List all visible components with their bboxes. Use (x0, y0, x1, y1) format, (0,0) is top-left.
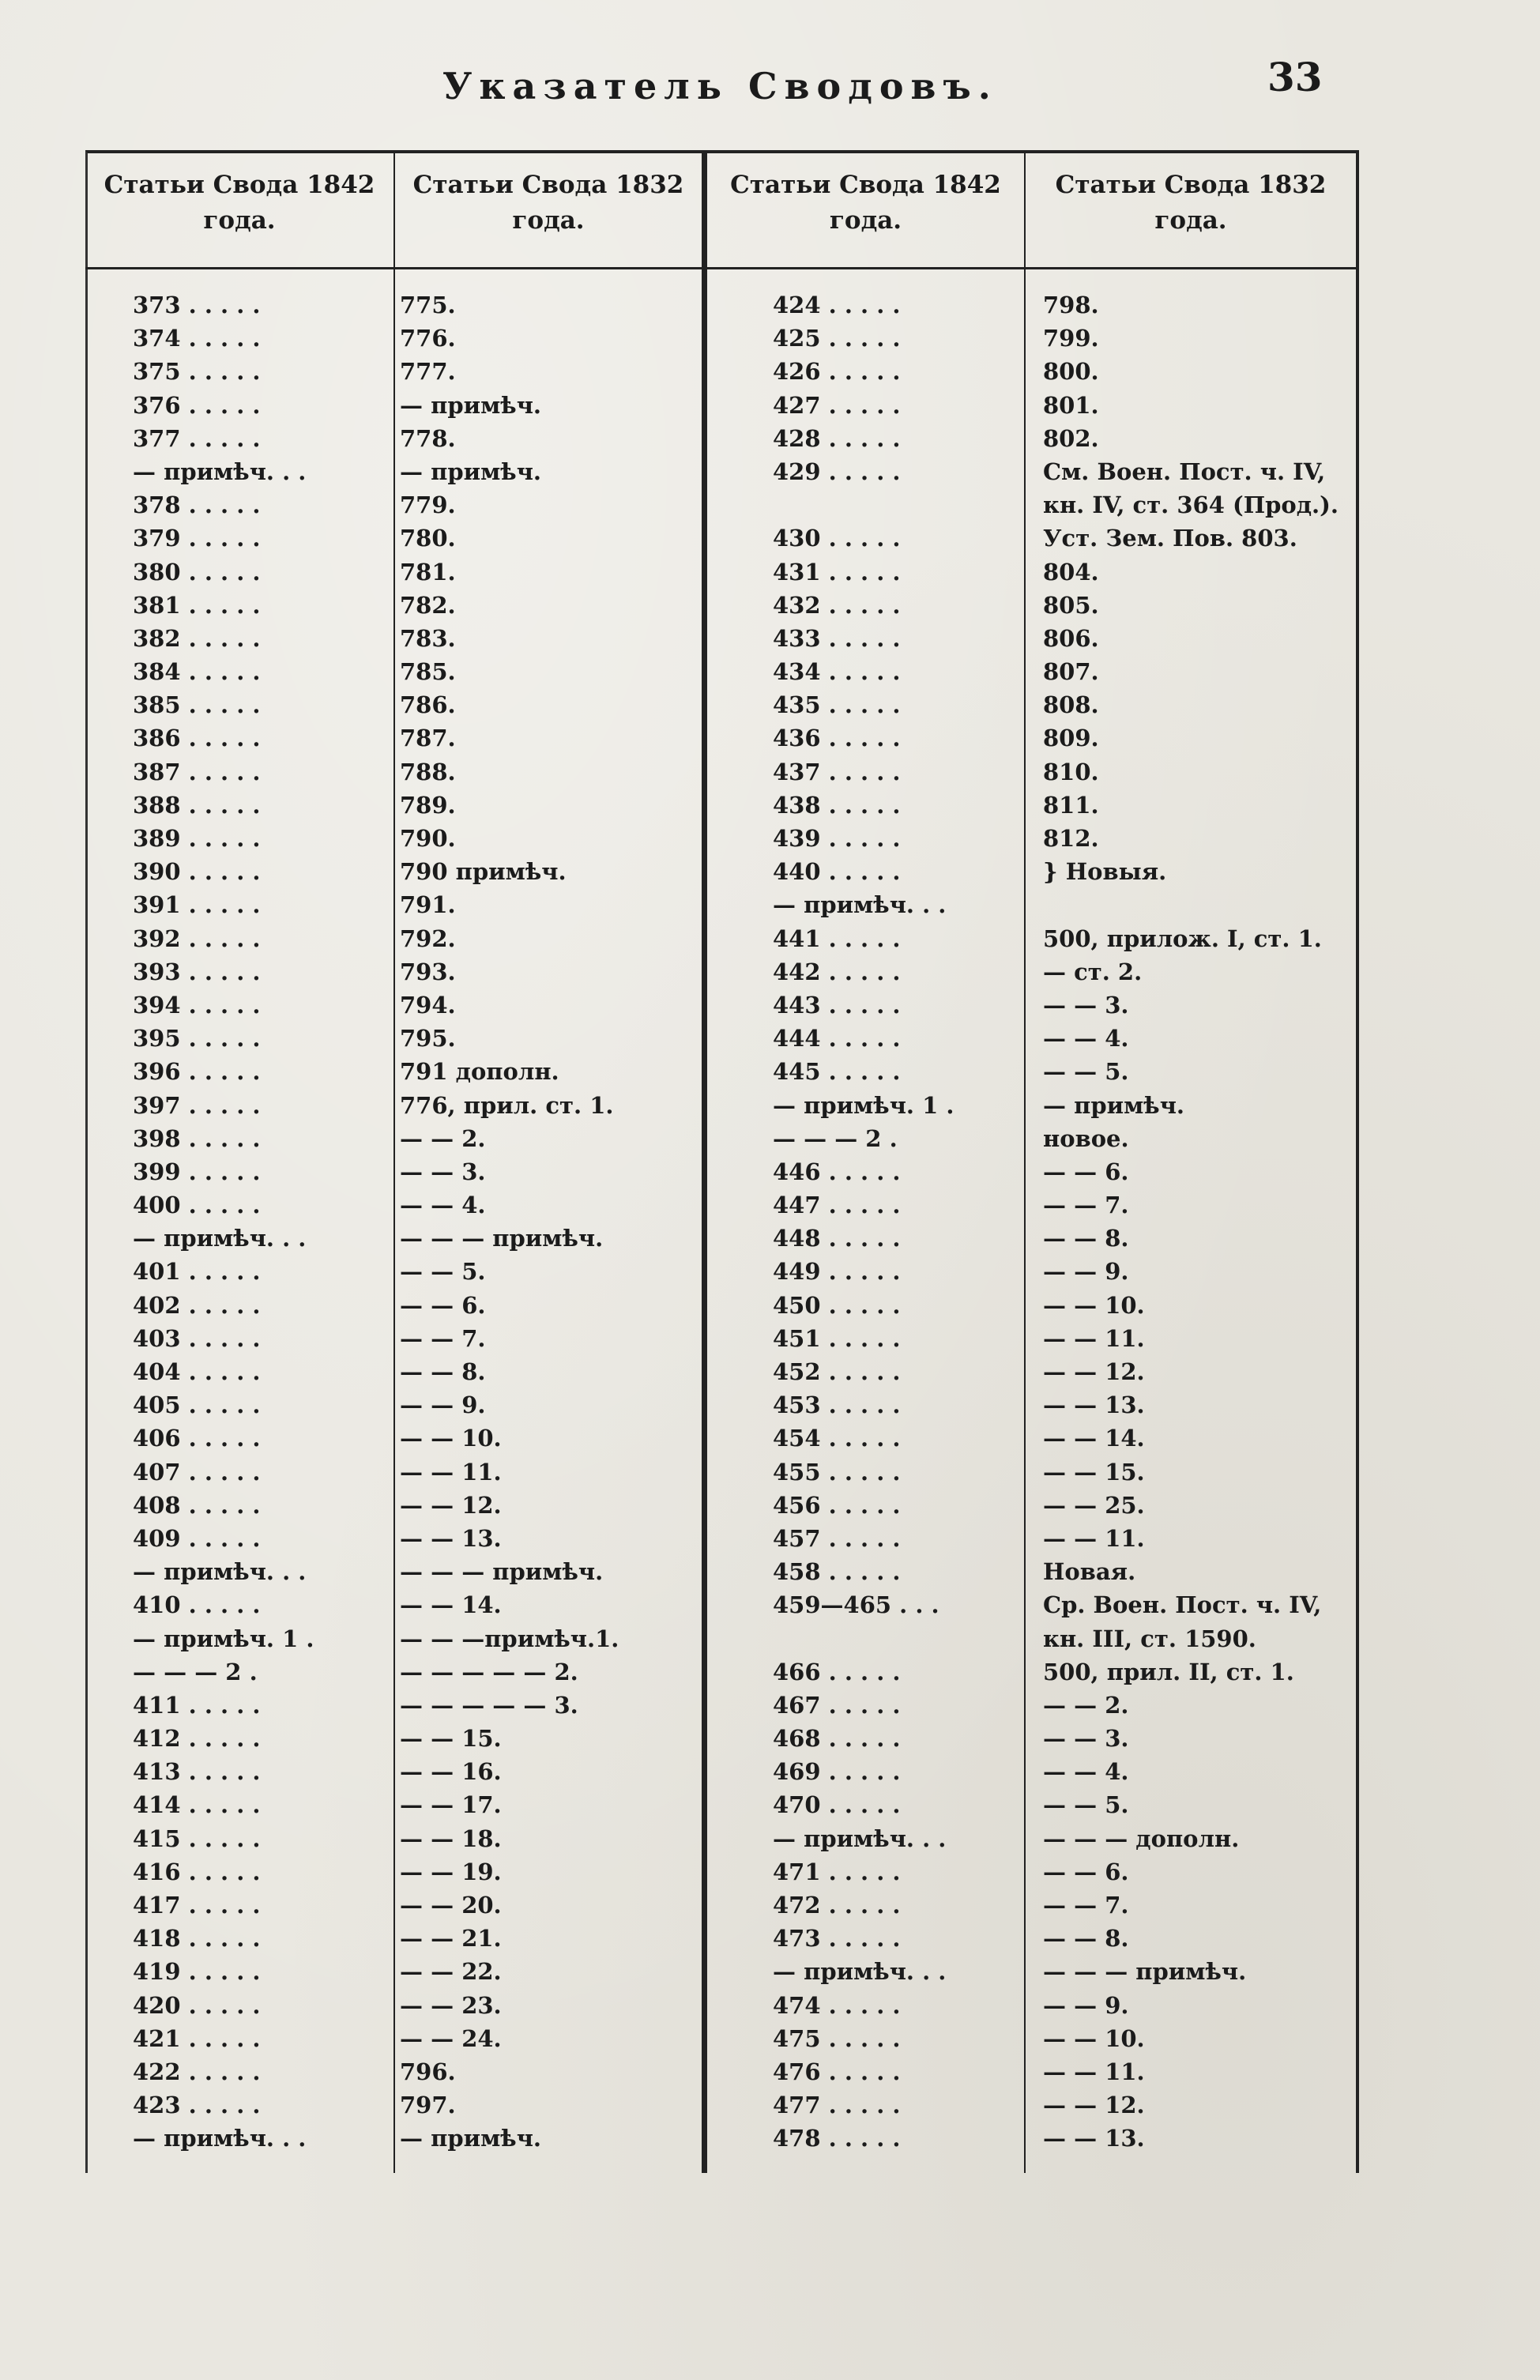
table-cell: — — 15. (1043, 1458, 1145, 1486)
table-cell: 459—465 . . . (773, 1591, 939, 1619)
table-cell: 386 . . . . . (133, 725, 261, 752)
table-cell: — — 20. (400, 1892, 502, 1919)
table-cell: 457 . . . . . (773, 1524, 901, 1552)
table-cell: 405 . . . . . (133, 1391, 261, 1419)
table-row (85, 555, 1359, 589)
table-cell: — — — примѣч. (1043, 1958, 1247, 1986)
table-cell: — — 7. (400, 1324, 486, 1352)
table-cell: 408 . . . . . (133, 1491, 261, 1519)
table-cell: 777. (400, 358, 456, 386)
table-cell: 417 . . . . . (133, 1892, 261, 1919)
table-cell: Уст. Зем. Пов. 803. (1043, 525, 1297, 552)
table-cell: 399 . . . . . (133, 1158, 261, 1185)
table-cell: 776, прил. ст. 1. (400, 1091, 614, 1119)
table-cell: 382 . . . . . (133, 624, 261, 652)
table-cell: 453 . . . . . (773, 1391, 901, 1419)
table-row (85, 1155, 1359, 1188)
table-cell: — — 9. (1043, 1258, 1129, 1286)
table-cell: — — 12. (400, 1491, 502, 1519)
table-cell: — — 23. (400, 1991, 502, 2019)
table-row (85, 2122, 1359, 2155)
table-cell: 414 . . . . . (133, 1791, 261, 1819)
table-cell: Ср. Воен. Пост. ч. IV, (1043, 1591, 1322, 1619)
table-cell: 473 . . . . . (773, 1925, 901, 1953)
table-cell: — примѣч. . . (133, 2125, 307, 2152)
table-cell: 791 дополн. (400, 1058, 559, 1086)
table-cell: 392 . . . . . (133, 925, 261, 952)
table-cell: 407 . . . . . (133, 1458, 261, 1486)
table-cell: 373 . . . . . (133, 292, 261, 318)
table-row (85, 1455, 1359, 1489)
table-cell: — — 22. (400, 1958, 502, 1986)
table-cell: 424 . . . . . (773, 292, 901, 318)
table-cell: кн. IV, ст. 364 (Прод.). (1043, 491, 1339, 519)
table-cell: 802. (1043, 424, 1099, 452)
table-cell: 788. (400, 758, 456, 785)
table-cell: 797. (400, 2092, 456, 2119)
table-cell: 404 . . . . . (133, 1358, 261, 1385)
page-header (0, 54, 1540, 120)
table-cell: — примѣч. . . (133, 1225, 307, 1252)
table-cell: 449 . . . . . (773, 1258, 901, 1286)
table-row (85, 1755, 1359, 1788)
table-row (85, 688, 1359, 721)
table-cell: 796. (400, 2058, 456, 2085)
table-cell: — — 11. (1043, 1324, 1145, 1352)
table-cell: — — 4. (400, 1192, 486, 1219)
table-cell: — — 15. (400, 1725, 502, 1753)
table-cell: 413 . . . . . (133, 1758, 261, 1786)
table-row (85, 1422, 1359, 1455)
table-cell: 378 . . . . . (133, 491, 261, 519)
table-cell: 384 . . . . . (133, 658, 261, 686)
page-number: 33 (1267, 54, 1323, 100)
table-cell: 442 . . . . . (773, 958, 901, 985)
table-cell: — — 6. (1043, 1158, 1129, 1185)
table-cell: — — 3. (1043, 1725, 1129, 1753)
table-row (85, 1822, 1359, 1855)
table-cell: 443 . . . . . (773, 991, 901, 1019)
table-cell: 801. (1043, 391, 1099, 419)
table-cell: 419 . . . . . (133, 1958, 261, 1986)
table-cell: Новая. (1043, 1558, 1136, 1586)
table-row (85, 888, 1359, 921)
table-cell: — — 3. (400, 1158, 486, 1185)
table-row (85, 1222, 1359, 1255)
table-row (85, 1955, 1359, 1988)
table-cell: 455 . . . . . (773, 1458, 901, 1486)
table-cell: — — 10. (400, 1425, 502, 1452)
table-cell: 416 . . . . . (133, 1858, 261, 1885)
table-cell: 391 . . . . . (133, 891, 261, 919)
table-cell: 500, прил. II, ст. 1. (1043, 1658, 1294, 1685)
table-row (85, 1588, 1359, 1621)
table-cell: 474 . . . . . (773, 1991, 901, 2019)
table-cell: 807. (1043, 658, 1099, 686)
table-cell: — — 8. (400, 1358, 486, 1385)
table-cell: 451 . . . . . (773, 1324, 901, 1352)
table-cell: 798. (1043, 292, 1099, 318)
table-cell: 811. (1043, 791, 1099, 819)
table-cell: 389 . . . . . (133, 825, 261, 852)
table-row (85, 1355, 1359, 1388)
table-row (85, 589, 1359, 622)
table-cell: 427 . . . . . (773, 391, 901, 419)
table-cell: 470 . . . . . (773, 1791, 901, 1819)
header-rule (85, 267, 1359, 269)
table-cell: 441 . . . . . (773, 925, 901, 952)
right-table-body (85, 288, 1359, 2156)
table-cell: 432 . . . . . (773, 591, 901, 619)
table-cell: 790. (400, 825, 456, 852)
table-row (85, 922, 1359, 955)
table-cell: 396 . . . . . (133, 1058, 261, 1086)
table-cell: — — 8. (1043, 1225, 1129, 1252)
table-cell: 426 . . . . . (773, 358, 901, 386)
table-cell: — — — примѣч. (400, 1558, 604, 1586)
table-cell: — примѣч. 1 . (133, 1625, 314, 1652)
table-cell: 456 . . . . . (773, 1491, 901, 1519)
table-cell: 780. (400, 525, 456, 552)
table-row (85, 1388, 1359, 1422)
table-cell: — — 13. (1043, 1391, 1145, 1419)
table-cell: 374 . . . . . (133, 325, 261, 352)
table-cell: — — 14. (1043, 1425, 1145, 1452)
table-row (85, 1989, 1359, 2022)
table-cell: — примѣч. (1043, 1091, 1185, 1119)
table-row (85, 1122, 1359, 1155)
table-cell: 385 . . . . . (133, 691, 261, 719)
table-cell: 779. (400, 491, 456, 519)
table-cell: — — 5. (1043, 1058, 1129, 1086)
table-cell: 786. (400, 691, 456, 719)
table-cell: 438 . . . . . (773, 791, 901, 819)
table-cell: 794. (400, 991, 456, 1019)
table-row (85, 1788, 1359, 1821)
table-cell: — — 4. (1043, 1758, 1129, 1786)
table-cell: 450 . . . . . (773, 1291, 901, 1319)
table-row (85, 755, 1359, 789)
table-cell: 808. (1043, 691, 1099, 719)
table-row (85, 488, 1359, 522)
table-row (85, 1689, 1359, 1722)
table-cell: 387 . . . . . (133, 758, 261, 785)
table-row (85, 1289, 1359, 1322)
table-cell: 812. (1043, 825, 1099, 852)
table-row (85, 1722, 1359, 1755)
table-cell: 381 . . . . . (133, 591, 261, 619)
table-cell: — — 9. (1043, 1991, 1129, 2019)
table-cell: 390 . . . . . (133, 858, 261, 886)
table-cell: 376 . . . . . (133, 391, 261, 419)
column-header-1832-right: Статьи Свода 1832 года. (1055, 171, 1327, 235)
table-cell: 799. (1043, 325, 1099, 352)
table-cell: 410 . . . . . (133, 1591, 261, 1619)
table-cell: 478 . . . . . (773, 2125, 901, 2152)
table-cell: — — 12. (1043, 2092, 1145, 2119)
table-row (85, 1622, 1359, 1655)
table-cell: — примѣч. . . (773, 1958, 947, 1986)
table-cell: 402 . . . . . (133, 1291, 261, 1319)
table-cell: — примѣч. 1 . (773, 1091, 954, 1119)
table-cell: — — — примѣч. (400, 1225, 604, 1252)
table-cell: 421 . . . . . (133, 2024, 261, 2052)
table-cell: 806. (1043, 624, 1099, 652)
table-cell: 446 . . . . . (773, 1158, 901, 1185)
table-row (85, 622, 1359, 655)
table-row (85, 1022, 1359, 1055)
column-header-1842-left: Статьи Свода 1842 года. (104, 171, 375, 235)
table-row (85, 1655, 1359, 1689)
table-row (85, 855, 1359, 888)
table-cell: 440 . . . . . (773, 858, 901, 886)
table-cell: — — 7. (1043, 1892, 1129, 1919)
table-cell: — — — 2 . (133, 1658, 258, 1685)
table-cell: 388 . . . . . (133, 791, 261, 819)
table-row (85, 1089, 1359, 1122)
table-row (85, 1889, 1359, 1922)
table-cell: 793. (400, 958, 456, 985)
table-row (85, 288, 1359, 322)
table-cell: 425 . . . . . (773, 325, 901, 352)
table-cell: 401 . . . . . (133, 1258, 261, 1286)
table-cell: — — — — — 2. (400, 1658, 578, 1685)
table-cell: 782. (400, 591, 456, 619)
table-cell: 412 . . . . . (133, 1725, 261, 1753)
table-cell: — — 2. (400, 1124, 486, 1152)
table-row (85, 955, 1359, 989)
table-cell: 809. (1043, 725, 1099, 752)
page-title: Указатель Сводовъ. (442, 65, 998, 107)
table-row (85, 1922, 1359, 1955)
table-cell: 398 . . . . . (133, 1124, 261, 1152)
table-cell: 377 . . . . . (133, 424, 261, 452)
table-cell: — ст. 2. (1043, 958, 1143, 985)
table-cell: — — 5. (400, 1258, 486, 1286)
table-cell: 477 . . . . . (773, 2092, 901, 2119)
table-cell: 454 . . . . . (773, 1425, 901, 1452)
table-cell: 428 . . . . . (773, 424, 901, 452)
table-cell: 411 . . . . . (133, 1691, 261, 1719)
table-cell: 430 . . . . . (773, 525, 901, 552)
table-cell: — — 25. (1043, 1491, 1145, 1519)
table-row (85, 789, 1359, 822)
table-cell: 804. (1043, 558, 1099, 586)
table-cell: 775. (400, 292, 456, 318)
table-cell: 500, прилож. I, ст. 1. (1043, 925, 1322, 952)
table-row (85, 455, 1359, 488)
table-cell: — — 17. (400, 1791, 502, 1819)
table-cell: 792. (400, 925, 456, 952)
table-cell: — — 16. (400, 1758, 502, 1786)
table-row (85, 1055, 1359, 1088)
table-cell: 434 . . . . . (773, 658, 901, 686)
table-cell: — — 13. (400, 1524, 502, 1552)
table-cell: 448 . . . . . (773, 1225, 901, 1252)
table-cell: — примѣч. (400, 2125, 542, 2152)
table-row (85, 389, 1359, 422)
table-cell: 789. (400, 791, 456, 819)
table-cell: — — 8. (1043, 1925, 1129, 1953)
table-cell: — — 10. (1043, 2024, 1145, 2052)
table-cell: 409 . . . . . (133, 1524, 261, 1552)
table-cell: — — 6. (400, 1291, 486, 1319)
table-row (85, 1322, 1359, 1355)
table-cell: 435 . . . . . (773, 691, 901, 719)
table-cell: 778. (400, 424, 456, 452)
table-row (85, 655, 1359, 688)
table-cell: 423 . . . . . (133, 2092, 261, 2119)
table-cell: 810. (1043, 758, 1099, 785)
table-cell: 393 . . . . . (133, 958, 261, 985)
table-cell: — — 9. (400, 1391, 486, 1419)
table-cell: 420 . . . . . (133, 1991, 261, 2019)
table-cell: 403 . . . . . (133, 1324, 261, 1352)
table-cell: 781. (400, 558, 456, 586)
table-cell: 452 . . . . . (773, 1358, 901, 1385)
table-cell: — — 4. (1043, 1025, 1129, 1053)
table-cell: — — 12. (1043, 1358, 1145, 1385)
table-cell: 444 . . . . . (773, 1025, 901, 1053)
table-row (85, 822, 1359, 855)
table-cell: } Новыя. (1043, 858, 1167, 886)
table-cell: — — 11. (400, 1458, 502, 1486)
table-cell: — — 6. (1043, 1858, 1129, 1885)
table-cell: — примѣч. . . (773, 1825, 947, 1852)
table-cell: 422 . . . . . (133, 2058, 261, 2085)
table-cell: — — — — — 3. (400, 1691, 578, 1719)
table-cell: 475 . . . . . (773, 2024, 901, 2052)
table-cell: — — 14. (400, 1591, 502, 1619)
table-cell: — — 5. (1043, 1791, 1129, 1819)
table-cell: — — 24. (400, 2024, 502, 2052)
table-cell: 415 . . . . . (133, 1825, 261, 1852)
table-cell: 429 . . . . . (773, 458, 901, 485)
table-cell: 468 . . . . . (773, 1725, 901, 1753)
table-cell: 790 примѣч. (400, 858, 567, 886)
table-row (85, 721, 1359, 755)
table-cell: 437 . . . . . (773, 758, 901, 785)
table-cell: 476 . . . . . (773, 2058, 901, 2085)
table-cell: — — 13. (1043, 2125, 1145, 2152)
table-row (85, 1555, 1359, 1588)
table-cell: 458 . . . . . (773, 1558, 901, 1586)
table-cell: — примѣч. (400, 391, 542, 419)
table-cell: 431 . . . . . (773, 558, 901, 586)
table-cell: 380 . . . . . (133, 558, 261, 586)
table-cell: 375 . . . . . (133, 358, 261, 386)
table-row (85, 1522, 1359, 1555)
table-row (85, 1489, 1359, 1522)
table-row (85, 2088, 1359, 2122)
table-cell: — — 11. (1043, 2058, 1145, 2085)
table-cell: — — 11. (1043, 1524, 1145, 1552)
table-cell: — — —примѣч.1. (400, 1625, 619, 1652)
table-cell: 397 . . . . . (133, 1091, 261, 1119)
table-cell: — — 3. (1043, 991, 1129, 1019)
table-cell: — — 18. (400, 1825, 502, 1852)
table-row (85, 1855, 1359, 1889)
table-cell: 805. (1043, 591, 1099, 619)
table-cell: — — 21. (400, 1925, 502, 1953)
table-cell: 439 . . . . . (773, 825, 901, 852)
table-cell: 466 . . . . . (773, 1658, 901, 1685)
table-cell: 471 . . . . . (773, 1858, 901, 1885)
table-row (85, 422, 1359, 455)
table-cell: — примѣч. (400, 458, 542, 485)
table-cell: 445 . . . . . (773, 1058, 901, 1086)
table-cell: — — 10. (1043, 1291, 1145, 1319)
table-cell: 472 . . . . . (773, 1892, 901, 1919)
table-cell: 406 . . . . . (133, 1425, 261, 1452)
table-cell: 787. (400, 725, 456, 752)
table-cell: 379 . . . . . (133, 525, 261, 552)
table-cell: См. Воен. Пост. ч. IV, (1043, 458, 1326, 485)
table-cell: — примѣч. . . (133, 458, 307, 485)
table-cell: 800. (1043, 358, 1099, 386)
table-cell: — — 19. (400, 1858, 502, 1885)
table-cell: — — 7. (1043, 1192, 1129, 1219)
table-cell: новое. (1043, 1124, 1129, 1152)
table-cell: кн. III, ст. 1590. (1043, 1625, 1256, 1652)
table-cell: 395 . . . . . (133, 1025, 261, 1053)
table-cell: 467 . . . . . (773, 1691, 901, 1719)
table-cell: 447 . . . . . (773, 1192, 901, 1219)
table-row (85, 522, 1359, 555)
table-cell: 418 . . . . . (133, 1925, 261, 1953)
table-cell: 433 . . . . . (773, 624, 901, 652)
table-cell: — примѣч. . . (773, 891, 947, 919)
table-cell: 469 . . . . . (773, 1758, 901, 1786)
table-cell: 795. (400, 1025, 456, 1053)
column-header-1832-left: Статьи Свода 1832 года. (412, 171, 684, 235)
index-table (85, 150, 1359, 2173)
table-row (85, 2022, 1359, 2055)
table-row (85, 2055, 1359, 2088)
table-cell: — — — дополн. (1043, 1825, 1240, 1852)
table-cell: 785. (400, 658, 456, 686)
table-row (85, 1188, 1359, 1222)
table-cell: 400 . . . . . (133, 1192, 261, 1219)
table-cell: 791. (400, 891, 456, 919)
column-header-1842-right: Статьи Свода 1842 года. (730, 171, 1001, 235)
table-row (85, 355, 1359, 388)
table-cell: — примѣч. . . (133, 1558, 307, 1586)
table-cell: 436 . . . . . (773, 725, 901, 752)
table-row (85, 1255, 1359, 1288)
table-cell: — — 2. (1043, 1691, 1129, 1719)
table-row (85, 989, 1359, 1022)
table-cell: — — — 2 . (773, 1124, 898, 1152)
table-cell: 394 . . . . . (133, 991, 261, 1019)
table-cell: 783. (400, 624, 456, 652)
table-cell: 776. (400, 325, 456, 352)
table-row (85, 322, 1359, 355)
